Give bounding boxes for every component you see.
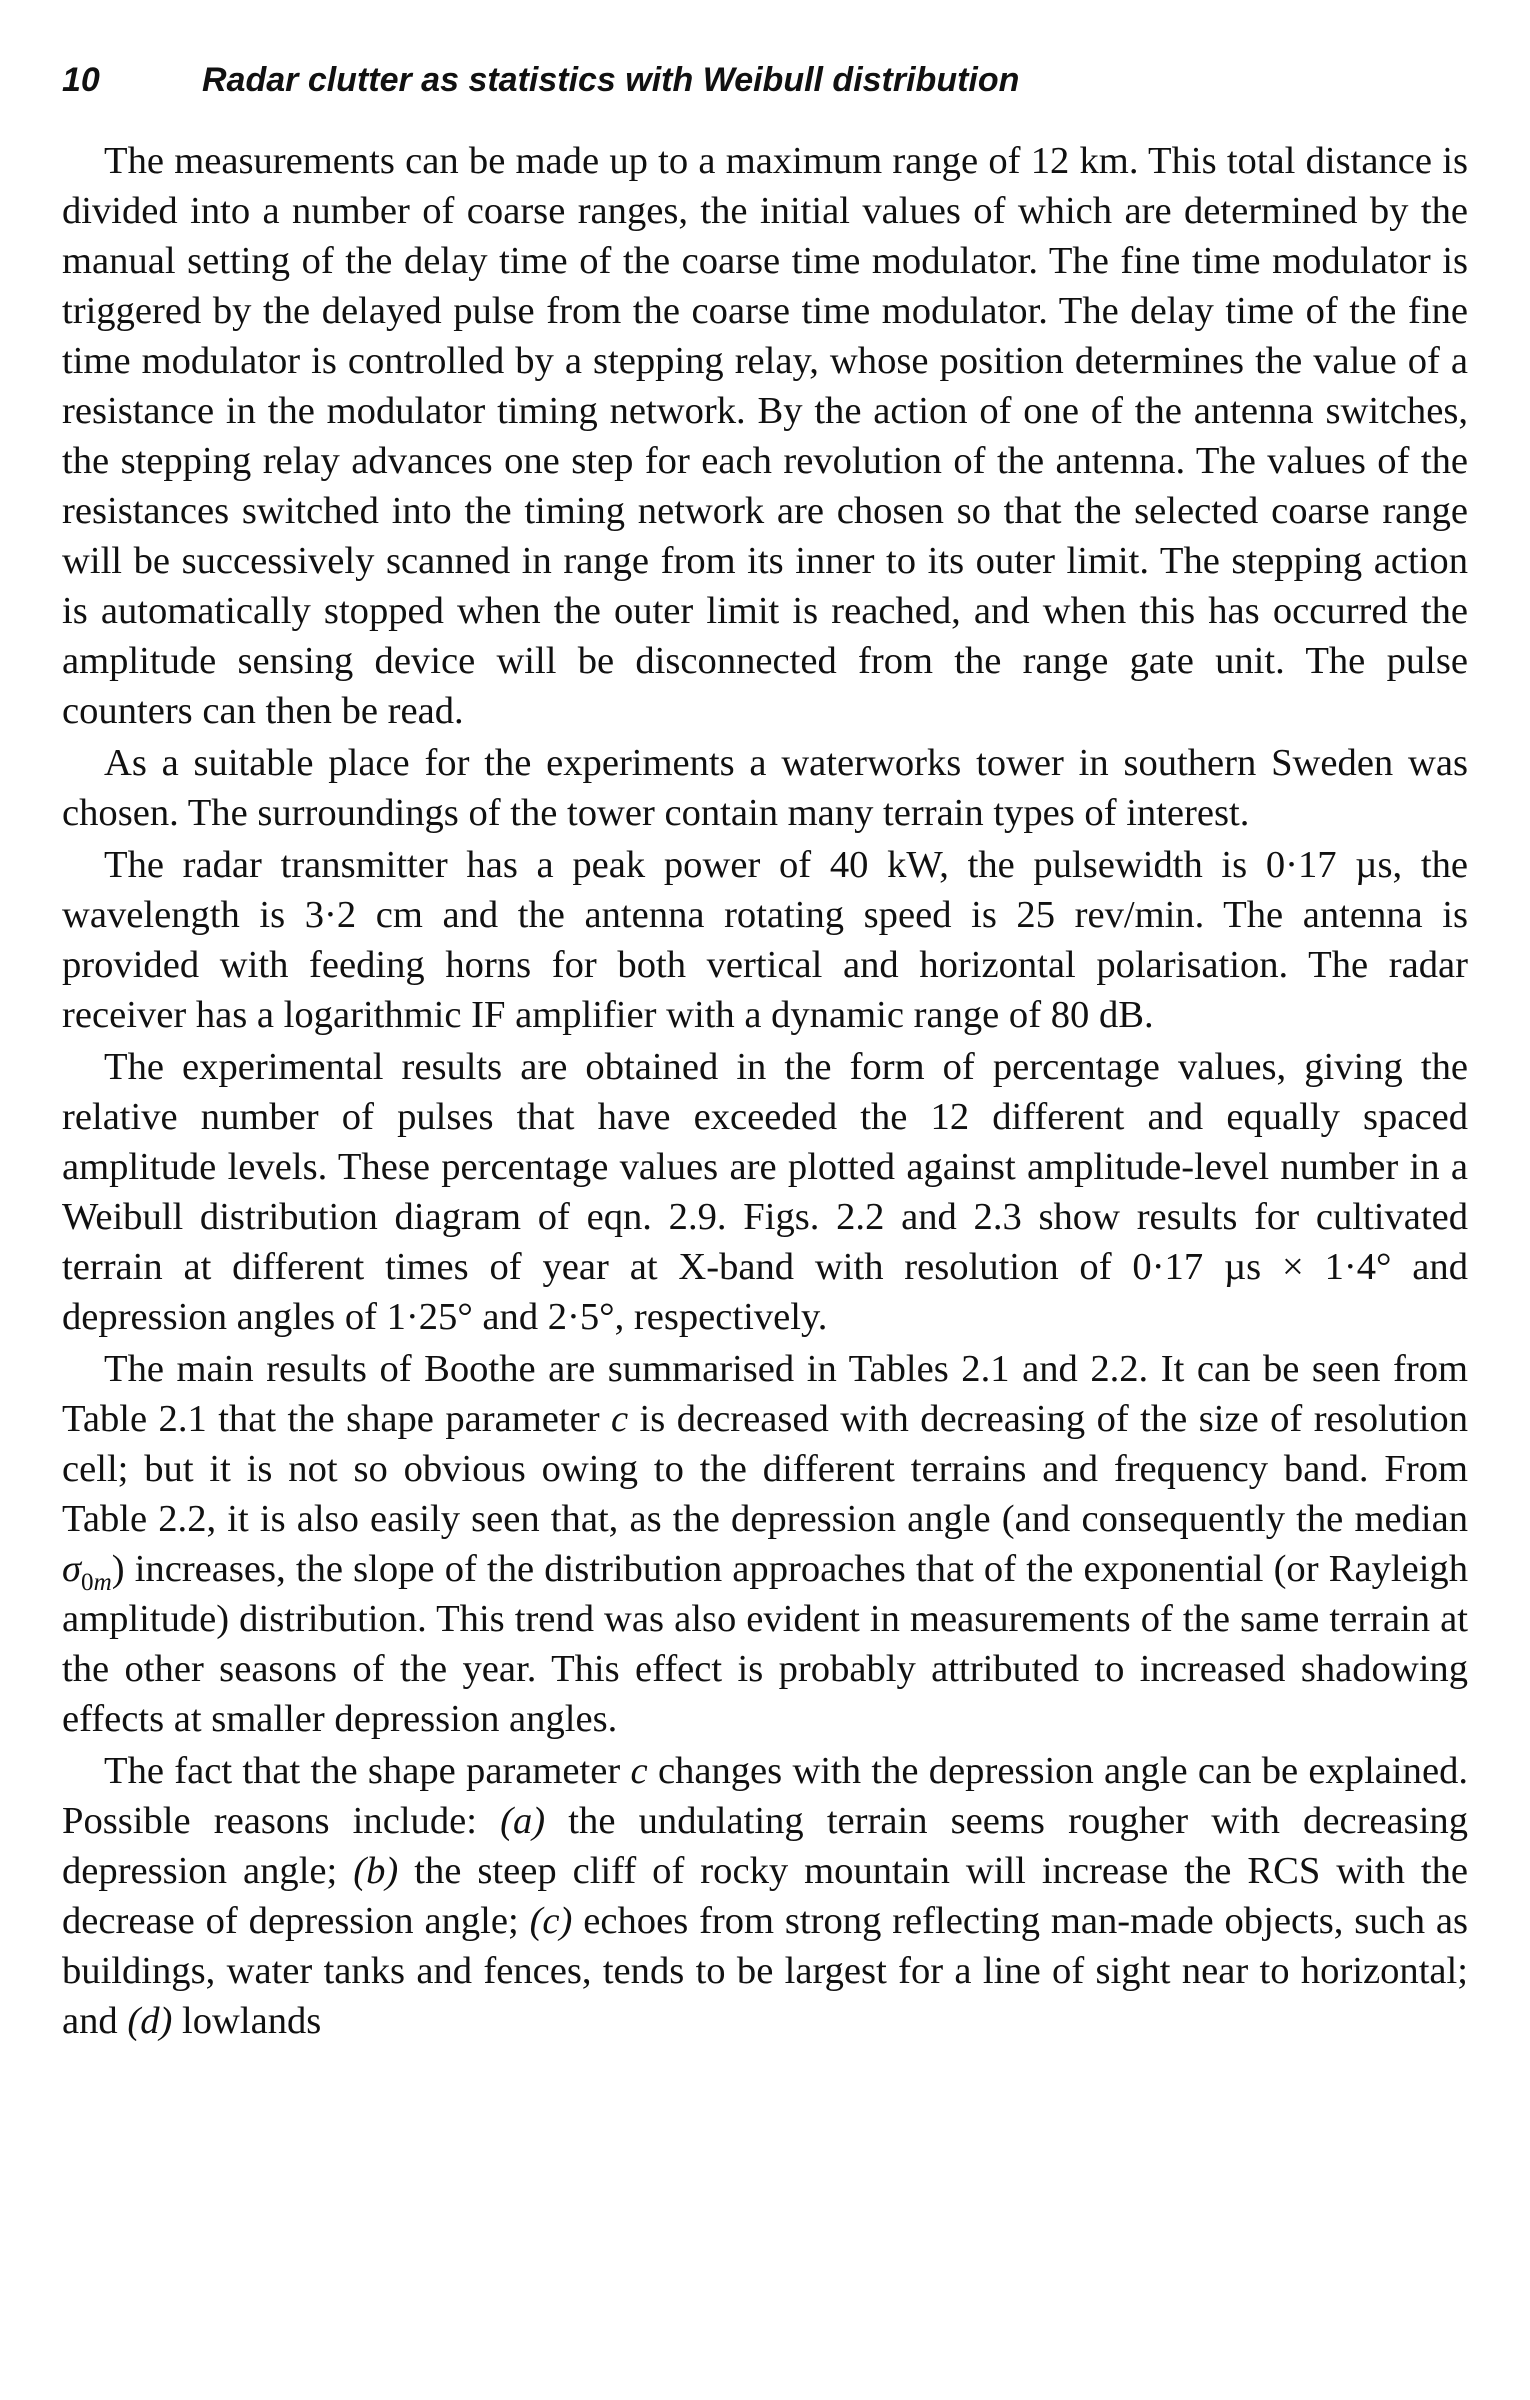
paragraph-3: The radar transmitter has a peak power of 40 kW, the pulsewidth is 0·17 µs, the wavelength is 3·2 cm and the antenna rotating speed is 25 rev/min. The antenna is provided with feeding horns for both vertical and horizontal polarisation. The radar receiver has a logarithmic IF amplifier with a dynamic range of 80 dB. [62, 844, 1468, 1036]
list-label-a: (a) [500, 1800, 546, 1842]
text-segment: The main results of Boothe are summarised in Tables 2.1 and 2.2. It can be seen from Table 2.1 that the shape parameter [62, 1348, 1468, 1440]
running-title: Radar clutter as statistics with Weibull distribution [202, 61, 1020, 99]
page [62, 58, 1468, 2046]
text-segment: ) increases, the slope of the distribution approaches that of the exponential (or Rayleigh amplitude) distribution. This trend was also evident in measurements of the same terrain at the other seasons of the year. This effect is probably attributed to increased shadowing effects at smaller depression angles. [62, 1548, 1468, 1740]
paragraph-1: The measurements can be made up to a maximum range of 12 km. This total distance is divided into a number of coarse ranges, the initial values of which are determined by the manual setting of the delay time of the coarse time modulator. The fine time modulator is triggered by the delayed pulse from the coarse time modulator. The delay time of the fine time modulator is controlled by a stepping relay, whose position determines the value of a resistance in the modulator timing network. By the action of one of the antenna switches, the stepping relay advances one step for each revolution of the antenna. The values of the resistances switched into the timing network are chosen so that the selected coarse range will be successively scanned in range from its inner to its outer limit. The stepping action is automatically stopped when the outer limit is reached, and when this has occurred the amplitude sensing device will be disconnected from the range gate unit. The pulse counters can then be read. [62, 140, 1468, 732]
text-segment: is decreased with decreasing of the size of resolution cell; but it is not so obvious owing to the different terrains and frequency band. From Table 2.2, it is also easily seen that, as the depression angle (and consequently the median [62, 1398, 1469, 1540]
paragraph-4: The experimental results are obtained in the form of percentage values, giving the relative number of pulses that have exceeded the 12 different and equally spaced amplitude levels. These percentage values are plotted against amplitude-level number in a Weibull distribution diagram of eqn. 2.9. Figs. 2.2 and 2.3 show results for cultivated terrain at different times of year at X-band with resolution of 0·17 µs × 1·4° and depression angles of 1·25° and 2·5°, respectively. [62, 1046, 1468, 1338]
text-segment: changes with the depression angle can be explained. Possible reasons include: [62, 1750, 1468, 1842]
list-label-c: (c) [529, 1900, 573, 1942]
list-label-b: (b) [353, 1850, 399, 1892]
running-header [62, 58, 1468, 102]
list-label-d: (d) [127, 2000, 173, 2042]
text-segment: the steep cliff of rocky mountain will increase the RCS with the decrease of depression angle; [62, 1850, 1468, 1942]
page-number: 10 [62, 61, 100, 99]
text-segment: lowlands [172, 2000, 322, 2042]
paragraph-6 [62, 1746, 1468, 2046]
variable-c: c [630, 1750, 648, 1792]
paragraph-5 [62, 1344, 1468, 1744]
subscript-zero: 0 [81, 1568, 94, 1596]
variable-c: c [610, 1398, 629, 1440]
paragraph-2: As a suitable place for the experiments a waterworks tower in southern Sweden was chosen. The surroundings of the tower contain many terrain types of interest. [62, 742, 1468, 834]
text-segment: The fact that the shape parameter [104, 1750, 631, 1792]
text-segment: echoes from strong reflecting man-made objects, such as buildings, water tanks and fences, tends to be largest for a line of sight near to horizontal; and [62, 1900, 1468, 2042]
sigma-subscript [81, 1569, 112, 1596]
body-text [62, 136, 1468, 2046]
subscript-m: m [93, 1568, 112, 1596]
sigma-symbol: σ [62, 1548, 82, 1590]
text-segment: the undulating terrain seems rougher with decreasing depression angle; [62, 1800, 1468, 1892]
